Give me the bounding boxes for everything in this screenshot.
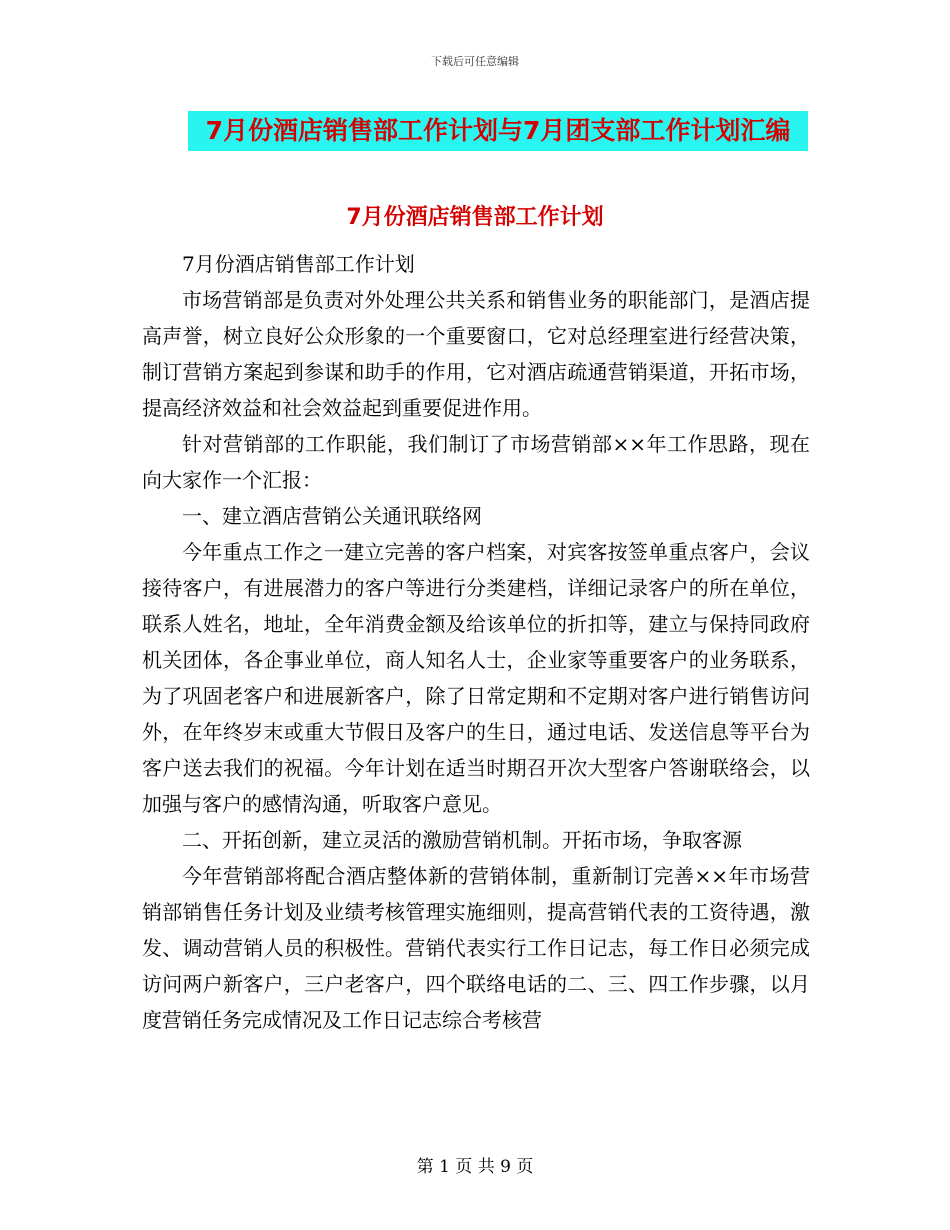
main-title: 7月份酒店销售部工作计划与7月团支部工作计划汇编 <box>205 116 791 145</box>
paragraph: 二、开拓创新，建立灵活的激励营销机制。开拓市场，争取客源 <box>182 828 742 852</box>
document-body <box>142 246 810 1038</box>
paragraph: 一、建立酒店营销公关通讯联络网 <box>182 504 482 528</box>
paragraph: 今年重点工作之一建立完善的客户档案，对宾客按签单重点客户，会议接待客户，有进展潜力的客户等进行分类建档，详细记录客户的所在单位，联系人姓名，地址，全年消费金额及给该单位的折扣等，建立与保持同政府机关团体，各企事业单位，商人知名人士，企业家等重要客户的业务联系，为了巩固老客户和进展新客户，除了日常定期和不定期对客户进行销售访问外，在年终岁末或重大节假日及客户的生日，通过电话、发送信息等平台为客户送去我们的祝福。今年计划在适当时期召开次大型客户答谢联络会，以加强与客户的感情沟通，听取客户意见。 <box>142 540 810 816</box>
page-footer: 第 1 页 共 9 页 <box>416 1157 534 1177</box>
paragraph: 针对营销部的工作职能，我们制订了市场营销部××年工作思路，现在向大家作一个汇报： <box>142 432 810 492</box>
main-title-highlight <box>188 111 808 151</box>
paragraph: 今年营销部将配合酒店整体新的营销体制，重新制订完善××年市场营销部销售任务计划及业绩考核管理实施细则，提高营销代表的工资待遇，激发、调动营销人员的积极性。营销代表实行工作日记志，每工作日必须完成访问两户新客户，三户老客户，四个联络电话的二、三、四工作步骤，以月度营销任务完成情况及工作日记志综合考核营 <box>142 864 810 1032</box>
header-note: 下载后可任意编辑 <box>431 55 519 68</box>
paragraph: 市场营销部是负责对外处理公共关系和销售业务的职能部门，是酒店提高声誉，树立良好公众形象的一个重要窗口，它对总经理室进行经营决策，制订营销方案起到参谋和助手的作用，它对酒店疏通营销渠道，开拓市场，提高经济效益和社会效益起到重要促进作用。 <box>142 288 810 420</box>
paragraph: 7月份酒店销售部工作计划 <box>182 252 415 276</box>
section-title: 7月份酒店销售部工作计划 <box>346 205 604 230</box>
